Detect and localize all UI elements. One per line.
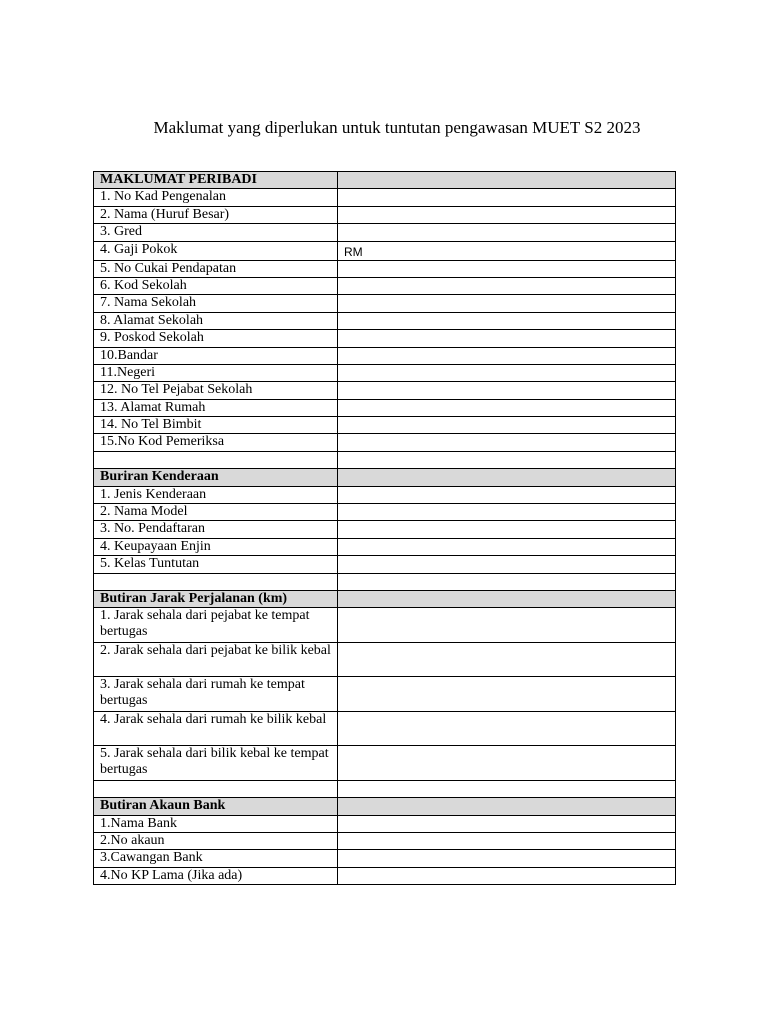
table-row [94, 486, 676, 503]
field-value[interactable] [338, 486, 676, 503]
field-label: 3. No. Pendaftaran [94, 521, 338, 538]
field-label: 4. Jarak sehala dari rumah ke bilik kebal [94, 711, 338, 746]
field-value[interactable] [338, 833, 676, 850]
field-label: 3. Gred [94, 224, 338, 241]
spacer-cell [338, 780, 676, 797]
field-value[interactable] [338, 224, 676, 241]
field-label: 9. Poskod Sekolah [94, 330, 338, 347]
section-heading: Buriran Kenderaan [94, 469, 338, 486]
section-heading-blank [338, 590, 676, 607]
field-label: 4. Gaji Pokok [94, 241, 338, 260]
field-value[interactable] [338, 399, 676, 416]
table-row [94, 312, 676, 329]
field-value[interactable] [338, 711, 676, 746]
field-label: 1. Jenis Kenderaan [94, 486, 338, 503]
field-value[interactable] [338, 815, 676, 832]
table-row [94, 538, 676, 555]
field-label: 1. No Kad Pengenalan [94, 189, 338, 206]
table-row [94, 850, 676, 867]
table-row [94, 189, 676, 206]
section-header-distance [94, 590, 676, 607]
table-row [94, 382, 676, 399]
table-row [94, 608, 676, 643]
field-label: 1.Nama Bank [94, 815, 338, 832]
table-row [94, 347, 676, 364]
field-value[interactable] [338, 850, 676, 867]
table-row [94, 556, 676, 573]
field-value[interactable] [338, 206, 676, 223]
field-value[interactable] [338, 295, 676, 312]
field-label: 5. No Cukai Pendapatan [94, 260, 338, 277]
section-heading: Butiran Jarak Perjalanan (km) [94, 590, 338, 607]
field-label: 8. Alamat Sekolah [94, 312, 338, 329]
table-row [94, 746, 676, 781]
field-label: 14. No Tel Bimbit [94, 417, 338, 434]
table-row [94, 504, 676, 521]
field-label: 7. Nama Sekolah [94, 295, 338, 312]
spacer-cell [94, 573, 338, 590]
table-row [94, 521, 676, 538]
field-value[interactable] [338, 556, 676, 573]
field-label: 5. Kelas Tuntutan [94, 556, 338, 573]
section-heading-blank [338, 469, 676, 486]
section-header-vehicle [94, 469, 676, 486]
claim-form-table [93, 171, 676, 885]
table-row [94, 295, 676, 312]
field-value[interactable] [338, 330, 676, 347]
table-row [94, 241, 676, 260]
field-label: 3.Cawangan Bank [94, 850, 338, 867]
field-label: 3. Jarak sehala dari rumah ke tempat bertugas [94, 677, 338, 712]
field-label: 4. Keupayaan Enjin [94, 538, 338, 555]
spacer-cell [338, 573, 676, 590]
field-label: 6. Kod Sekolah [94, 277, 338, 294]
section-heading-blank [338, 172, 676, 189]
section-heading-blank [338, 798, 676, 815]
field-value[interactable] [338, 538, 676, 555]
table-row [94, 867, 676, 884]
table-row [94, 833, 676, 850]
field-value[interactable] [338, 347, 676, 364]
field-label: 2. Nama (Huruf Besar) [94, 206, 338, 223]
field-value[interactable] [338, 277, 676, 294]
field-label: 2. Jarak sehala dari pejabat ke bilik kebal [94, 642, 338, 677]
table-row [94, 642, 676, 677]
field-value[interactable] [338, 434, 676, 451]
field-value[interactable] [338, 260, 676, 277]
section-heading: MAKLUMAT PERIBADI [94, 172, 338, 189]
spacer-cell [338, 451, 676, 468]
section-heading: Butiran Akaun Bank [94, 798, 338, 815]
field-label: 2. Nama Model [94, 504, 338, 521]
table-row [94, 815, 676, 832]
table-row [94, 330, 676, 347]
field-label: 13. Alamat Rumah [94, 399, 338, 416]
field-value[interactable] [338, 382, 676, 399]
table-row [94, 260, 676, 277]
spacer-row [94, 780, 676, 797]
field-value[interactable] [338, 364, 676, 381]
field-label: 2.No akaun [94, 833, 338, 850]
field-label: 10.Bandar [94, 347, 338, 364]
document-title: Maklumat yang diperlukan untuk tuntutan pengawasan MUET S2 2023 [153, 118, 641, 137]
table-row [94, 364, 676, 381]
field-label: 15.No Kod Pemeriksa [94, 434, 338, 451]
field-label: 12. No Tel Pejabat Sekolah [94, 382, 338, 399]
field-value[interactable] [338, 504, 676, 521]
table-row [94, 399, 676, 416]
field-label: 4.No KP Lama (Jika ada) [94, 867, 338, 884]
field-value[interactable] [338, 312, 676, 329]
field-value[interactable] [338, 521, 676, 538]
table-row [94, 417, 676, 434]
spacer-row [94, 573, 676, 590]
table-row [94, 277, 676, 294]
field-value[interactable] [338, 417, 676, 434]
spacer-row [94, 451, 676, 468]
table-row [94, 711, 676, 746]
field-value[interactable] [338, 746, 676, 781]
field-label: 5. Jarak sehala dari bilik kebal ke tempat bertugas [94, 746, 338, 781]
field-value[interactable] [338, 677, 676, 712]
field-value[interactable] [338, 867, 676, 884]
table-row [94, 434, 676, 451]
field-value[interactable] [338, 642, 676, 677]
table-row [94, 224, 676, 241]
field-value[interactable]: RM [338, 241, 676, 260]
field-value[interactable] [338, 608, 676, 643]
field-value[interactable] [338, 189, 676, 206]
section-header-personal [94, 172, 676, 189]
field-label: 11.Negeri [94, 364, 338, 381]
field-label: 1. Jarak sehala dari pejabat ke tempat bertugas [94, 608, 338, 643]
table-row [94, 206, 676, 223]
spacer-cell [94, 451, 338, 468]
section-header-bank [94, 798, 676, 815]
spacer-cell [94, 780, 338, 797]
table-row [94, 677, 676, 712]
